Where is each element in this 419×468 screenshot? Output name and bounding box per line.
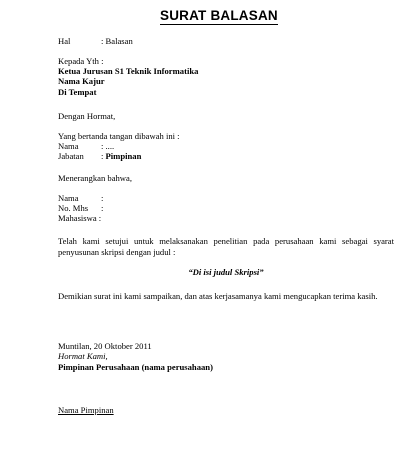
letter-title: SURAT BALASAN xyxy=(160,8,278,23)
closing-paragraph: Demikian surat ini kami sampaikan, dan atas kerjasamanya kami mengucapkan terima kasih. xyxy=(58,291,378,301)
student-nim-row xyxy=(58,203,103,213)
signer-name-value: : .... xyxy=(101,141,115,151)
signer-name-row xyxy=(58,141,114,151)
recipient-greeting: Kepada Yth : xyxy=(58,56,104,66)
signer-position-value: Pimpinan xyxy=(105,151,142,161)
signer-name-label: Nama xyxy=(58,141,79,151)
subject-label: Hal xyxy=(58,36,71,46)
recipient-line-name: Nama Kajur xyxy=(58,76,105,86)
student-name-value: : xyxy=(101,193,104,203)
place-date: Muntilan, 20 Oktober 2011 xyxy=(58,341,152,351)
thesis-title: “Di isi judul Skripsi” xyxy=(188,267,264,277)
body-paragraph: Telah kami setujui untuk melaksanakan penelitian pada perusahaan kami sebagai syarat penyusunan skripsi dengan judul : xyxy=(58,236,394,257)
signer-intro: Yang bertanda tangan dibawah ini : xyxy=(58,131,180,141)
statement-text: Menerangkan bahwa, xyxy=(58,173,132,183)
company-name: Pimpinan Perusahaan (nama perusahaan) xyxy=(58,362,213,372)
signer-position-row xyxy=(58,151,141,161)
recipient-line-place: Di Tempat xyxy=(58,87,97,97)
signer-position-sep: : xyxy=(101,151,106,161)
regards-text: Hormat Kami, xyxy=(58,351,108,361)
signer-position-label: Jabatan xyxy=(58,151,84,161)
recipient-line-department: Ketua Jurusan S1 Teknik Informatika xyxy=(58,66,199,76)
student-name-label: Nama xyxy=(58,193,79,203)
signature-name: Nama Pimpinan xyxy=(58,405,114,415)
student-nim-value: : xyxy=(101,203,104,213)
subject-line xyxy=(58,36,133,46)
opening-salutation: Dengan Hormat, xyxy=(58,111,116,121)
student-nim-label: No. Mhs xyxy=(58,203,89,213)
student-status-row: Mahasiswa : xyxy=(58,213,102,223)
subject-value: : Balasan xyxy=(101,36,133,46)
student-name-row xyxy=(58,193,103,203)
